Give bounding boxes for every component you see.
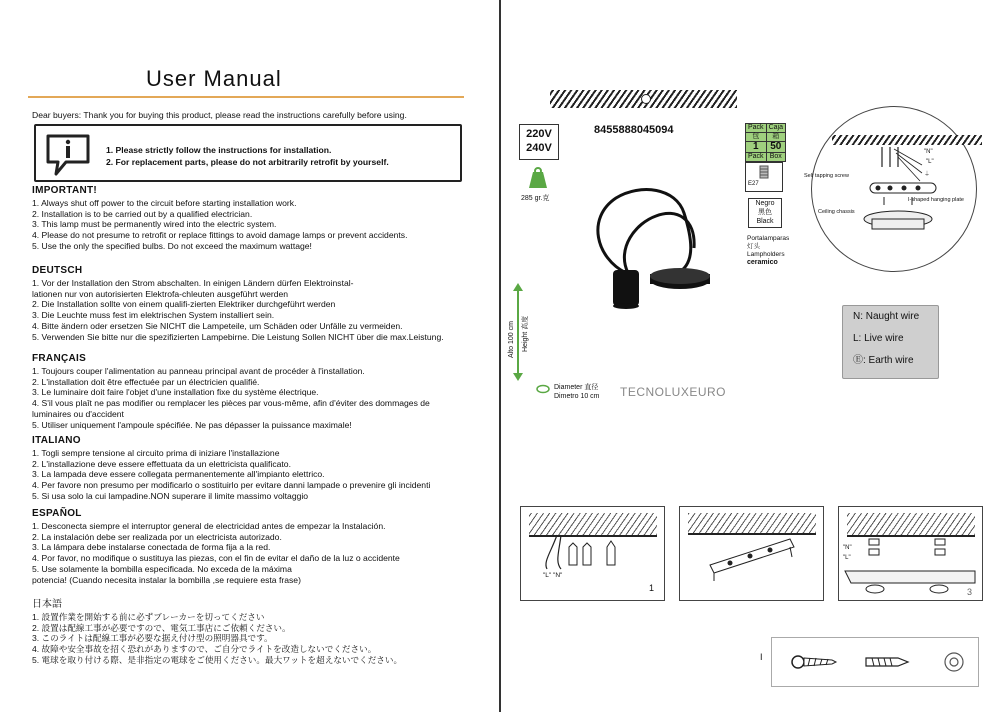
- deutsch-line-3: 2. Die Installation sollte von einem qualifi-zierten Elektriker durchgeführt werden: [32, 299, 336, 310]
- step-2-panel: [679, 506, 824, 601]
- step-3-label-n: "N": [843, 545, 852, 551]
- espanol-line-3: 3. La lámpara debe instalarse conectada de forma fija a la red.: [32, 542, 271, 553]
- francais-line-4: 4. S'il vous plaît ne pas modifier ou remplacer les pièces par vous-même, afin d'éviter des dommages de: [32, 398, 430, 409]
- pack-f2: Box: [766, 153, 785, 162]
- section-deutsch: [32, 265, 492, 342]
- height-label-1: Alto 100 cm: [508, 321, 515, 358]
- francais-line-3: 3. Le luminaire doit faire l'objet d'une installation fixe du système électrique.: [32, 387, 319, 398]
- heading-espanol: ESPAÑOL: [32, 508, 82, 519]
- color-cn: 黑色: [758, 209, 772, 216]
- weight-icon: [527, 166, 549, 190]
- voltage-box: [519, 124, 559, 160]
- detail-label-n: "N": [924, 149, 933, 155]
- intro-text: Dear buyers: Thank you for buying this product, please read the instructions carefully before using.: [32, 110, 407, 120]
- section-espanol: [32, 508, 492, 585]
- francais-line-5: luminaires ou d'accident: [32, 408, 124, 419]
- deutsch-line-4: 3. Die Leuchte muss fest im elektrischen System installiert sein.: [32, 310, 275, 321]
- wire-live: L: Live wire: [853, 333, 904, 344]
- espanol-line-1: 1. Desconecta siempre el interruptor general de electricidad antes de empezar la Instalación.: [32, 521, 386, 531]
- brand-watermark: TECNOLUXEURO: [620, 385, 727, 399]
- detail-label-screw: Self tapping screw: [804, 173, 849, 179]
- bulb-base-box: [745, 162, 783, 192]
- product-code: 8455888045094: [594, 124, 674, 136]
- italiano-line-4: 4. Per favore non presumo per modificarlo o sostituirlo per evitare danni lampade o prevenire gli incidenti: [32, 480, 431, 491]
- important-line-4: 4. Please do not presume to retrofit or replace fittings to avoid damage lamps or prevent accidents.: [32, 230, 408, 241]
- parts-roman-numeral: I: [760, 652, 763, 662]
- ceiling-plate-hole: [641, 94, 651, 104]
- wiring-drawing: [812, 107, 976, 271]
- step-3-drawing: [839, 507, 982, 600]
- espanol-line-6: potencia! (Cuando necesita instalar la bombilla ,se requiere esta frase): [32, 574, 301, 585]
- step-3-label-l: "L": [843, 555, 851, 561]
- wire-earth: Ⓔ: Earth wire: [853, 355, 914, 366]
- detail-label-e: ⏚: [924, 172, 931, 178]
- diameter-labels: [554, 383, 600, 401]
- important-line-2: 2. Installation is to be carried out by a qualified electrician.: [32, 208, 253, 219]
- diameter-label-1: Diameter 直径: [554, 384, 599, 391]
- section-japanese: [32, 595, 492, 666]
- notice-line-2: 2. For replacement parts, please do not arbitrarily retrofit by yourself.: [106, 157, 389, 167]
- color-en: Black: [756, 218, 774, 225]
- step-2-drawing: [680, 507, 823, 600]
- detail-label-chassis: Ceiling chassis: [818, 209, 855, 215]
- espanol-line-4: 4. Por favor, no modifique o sustituya las piezas, con el fin de evitar el daño de la luz o accidente: [32, 553, 400, 564]
- page-fold-line: [499, 0, 501, 712]
- heading-japanese: 日本語: [32, 599, 62, 610]
- francais-line-6: 5. Utiliser uniquement l'ampoule spécifiée. Ne pas dépasser la puissance maximale!: [32, 419, 352, 430]
- important-line-5: 5. Use the only the specified bulbs. Do not exceed the maximum wattage!: [32, 240, 312, 251]
- important-line-1: 1. Always shut off power to the circuit before starting installation work.: [32, 198, 297, 208]
- pack-h1: Pack: [746, 124, 767, 133]
- material-text: ceramico: [747, 259, 778, 266]
- height-label-2: Height 高度: [522, 315, 529, 352]
- section-italiano: [32, 435, 492, 502]
- section-francais: [32, 353, 492, 430]
- francais-line-2: 2. L'installation doit être effectuée par un électricien qualifié.: [32, 376, 260, 387]
- italiano-line-5: 5. Si usa solo la cui lampadine.NON superare il limite massimo voltaggio: [32, 490, 309, 501]
- important-line-3: 3. This lamp must be permanently wired into the electric system.: [32, 219, 277, 230]
- italiano-line-1: 1. Togli sempre tensione al circuito prima di iniziare l'installazione: [32, 448, 280, 458]
- heading-deutsch: DEUTSCH: [32, 265, 83, 276]
- pack-c1: 包: [746, 133, 767, 142]
- notice-line-1: 1. Please strictly follow the instructions for installation.: [106, 145, 332, 155]
- manual-title: User Manual: [146, 66, 282, 91]
- japanese-line-3: 3. このライトは配線工事が必要な据え付け型の照明器具です。: [32, 633, 273, 644]
- wire-naught: N: Naught wire: [853, 311, 920, 322]
- pack-f1: Pack: [746, 153, 767, 162]
- step-3-number: 3: [967, 587, 973, 597]
- japanese-line-1: 1. 設置作業を開始する前に必ずブレーカーを切ってください: [32, 612, 265, 622]
- deutsch-line-5: 4. Bitte ändern oder ersetzen Sie NICHT die Lampeteile, um Schäden oder Unfälle zu vermeiden.: [32, 320, 403, 331]
- detail-label-plate: I-shaped hanging plate: [908, 197, 964, 203]
- diameter-label-2: Dimetro 10 cm: [554, 393, 600, 400]
- italiano-line-2: 2. L'installazione deve essere effettuata da un elettricista qualificato.: [32, 458, 291, 469]
- info-icon: [44, 132, 94, 178]
- wall-plug-icon: [864, 648, 910, 676]
- holder-info: [747, 235, 789, 267]
- pack-c2: 箱: [766, 133, 785, 142]
- japanese-line-5: 5. 電球を取り付ける際、是非指定の電球をご使用ください。最大ワットを超えないでください。: [32, 654, 403, 665]
- deutsch-line-6: 5. Verwenden Sie bitte nur die spezifizierten Lampebirne. Die Leistung Sollen NICHT über die max.Leistung.: [32, 331, 444, 342]
- espanol-line-5: 5. Use solamente la bombilla especificada. No exceda de la máxima: [32, 563, 292, 574]
- pack-v2: 50: [766, 142, 785, 153]
- color-box: [748, 198, 782, 228]
- japanese-line-2: 2. 設置は配線工事が必要ですので、電気工事店にご依頼ください。: [32, 622, 291, 633]
- diameter-icon: [536, 384, 550, 394]
- step-1-panel: [520, 506, 665, 601]
- bulb-base-label: E27: [748, 181, 759, 187]
- step-3-panel: [838, 506, 983, 601]
- voltage-220: 220V: [526, 128, 552, 140]
- section-important: [32, 185, 492, 252]
- holder-es: Portalamparas: [747, 235, 790, 242]
- italiano-line-3: 3. La lampada deve essere collegata permanentemente all'impianto elettrico.: [32, 469, 325, 480]
- heading-francais: FRANÇAIS: [32, 353, 87, 364]
- pack-h2: Caja: [766, 124, 785, 133]
- japanese-line-4: 4. 故障や安全事故を招く恐れがありますので、ご自分でライトを改造しないでください。: [32, 644, 377, 655]
- deutsch-line-1: 1. Vor der Installation den Strom abschalten. In einigen Ländern dürfen Elektroinstal-: [32, 278, 354, 288]
- color-es: Negro: [755, 200, 775, 207]
- heading-italiano: ITALIANO: [32, 435, 81, 446]
- voltage-240: 240V: [526, 142, 552, 154]
- weight-text: 285 gr.克: [521, 195, 550, 202]
- holder-cn: 灯头: [747, 243, 760, 250]
- heading-important: IMPORTANT!: [32, 185, 98, 196]
- title-underline: [28, 96, 464, 98]
- wiring-detail-circle: [804, 106, 977, 272]
- parts-panel: [771, 637, 979, 687]
- notice-box: [34, 124, 462, 182]
- pack-v1: 1: [746, 142, 767, 153]
- wire-legend: [842, 305, 939, 379]
- deutsch-line-2: lationen nur von autorisierten Elektrofa-chleuten ausgeführt werden: [32, 288, 289, 299]
- step-1-labels: "L" "N": [543, 572, 563, 579]
- step-1-drawing: [521, 507, 664, 600]
- washer-icon: [942, 650, 966, 674]
- pendant-lamp-illustration: [556, 178, 746, 318]
- francais-line-1: 1. Toujours couper l'alimentation au panneau principal avant de procéder à l'installation.: [32, 366, 365, 376]
- step-1-number: 1: [649, 583, 655, 593]
- detail-label-l: "L": [926, 159, 934, 165]
- holder-en: Lampholders: [747, 251, 785, 258]
- espanol-line-2: 2. La instalación debe ser realizada por un electricista autorizado.: [32, 531, 282, 542]
- pack-info: [745, 123, 786, 162]
